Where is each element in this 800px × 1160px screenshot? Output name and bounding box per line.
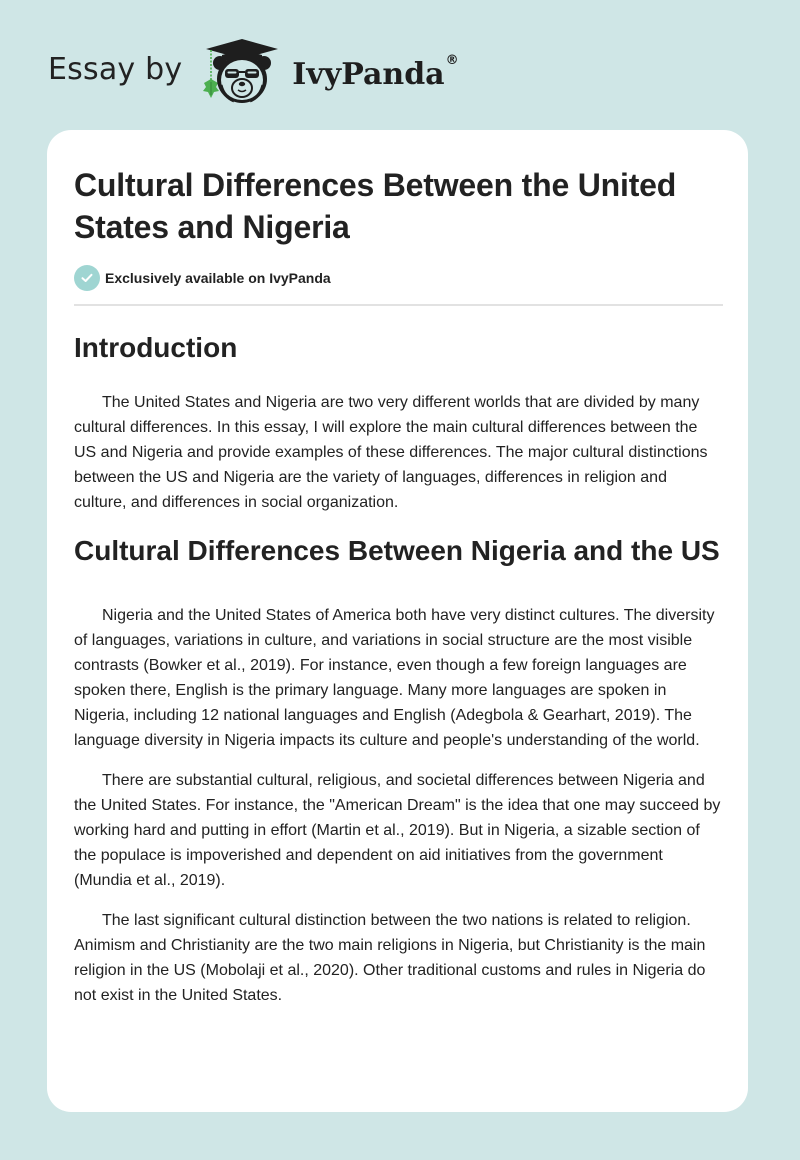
- page-title: Cultural Differences Between the United States and Nigeria: [74, 167, 677, 245]
- brand-header: [48, 34, 459, 110]
- section-introduction: [74, 328, 722, 515]
- essay-content: [74, 130, 722, 1008]
- essay-card: [47, 130, 748, 1112]
- check-circle-icon: [74, 265, 100, 291]
- section-cultural-differences: [74, 531, 722, 1008]
- paragraph: The United States and Nigeria are two very different worlds that are divided by many cultural differences. In this essay, I will explore the main cultural differences between the US and Nigeria and provide examples of these differences. The major cultural distinctions between the US and Nigeria are the variety of languages, differences in religion and culture, and differences in social organization.: [74, 394, 708, 511]
- paragraph: The last significant cultural distinction between the two nations is related to religion. Animism and Christianity are the two main religions in Nigeria, but Christianity is the main religion in the US (Mobolaji et al., 2020). Other traditional customs and rules in Nigeria do not exist in the United States.: [74, 912, 706, 1004]
- paragraph: There are substantial cultural, religious, and societal differences between Nigeria and the United States. For instance, the "American Dream" is the idea that one may succeed by working hard and putting in effort (Martin et al., 2019). But in Nigeria, a sizable section of the populace is impoverished and dependent on aid initiatives from the government (Mundia et al., 2019).: [74, 772, 721, 889]
- exclusive-badge: [74, 264, 722, 292]
- section-heading: Introduction: [74, 332, 238, 363]
- brand-prefix: Essay by: [48, 51, 183, 87]
- registered-mark: ®: [445, 52, 459, 68]
- panda-graduation-cap-icon[interactable]: [198, 35, 284, 109]
- paragraph: Nigeria and the United States of America both have very distinct cultures. The diversity of languages, variations in culture, and variations in social structure are the most visible contrasts (Bowker et al., 2019). For instance, even though a few foreign languages are spoken there, English is the primary language. Many more languages are spoken in Nigeria, including 12 national languages and English (Adegbola & Gearhart, 2019). The language diversity in Nigeria impacts its culture and people's understanding of the world.: [74, 607, 715, 749]
- brand-name[interactable]: [292, 52, 459, 92]
- badge-text: Exclusively available on IvyPanda: [105, 270, 331, 286]
- brand-name-text: IvyPanda: [292, 56, 445, 92]
- section-heading: Cultural Differences Between Nigeria and the US: [74, 535, 720, 566]
- title-divider: [74, 304, 723, 306]
